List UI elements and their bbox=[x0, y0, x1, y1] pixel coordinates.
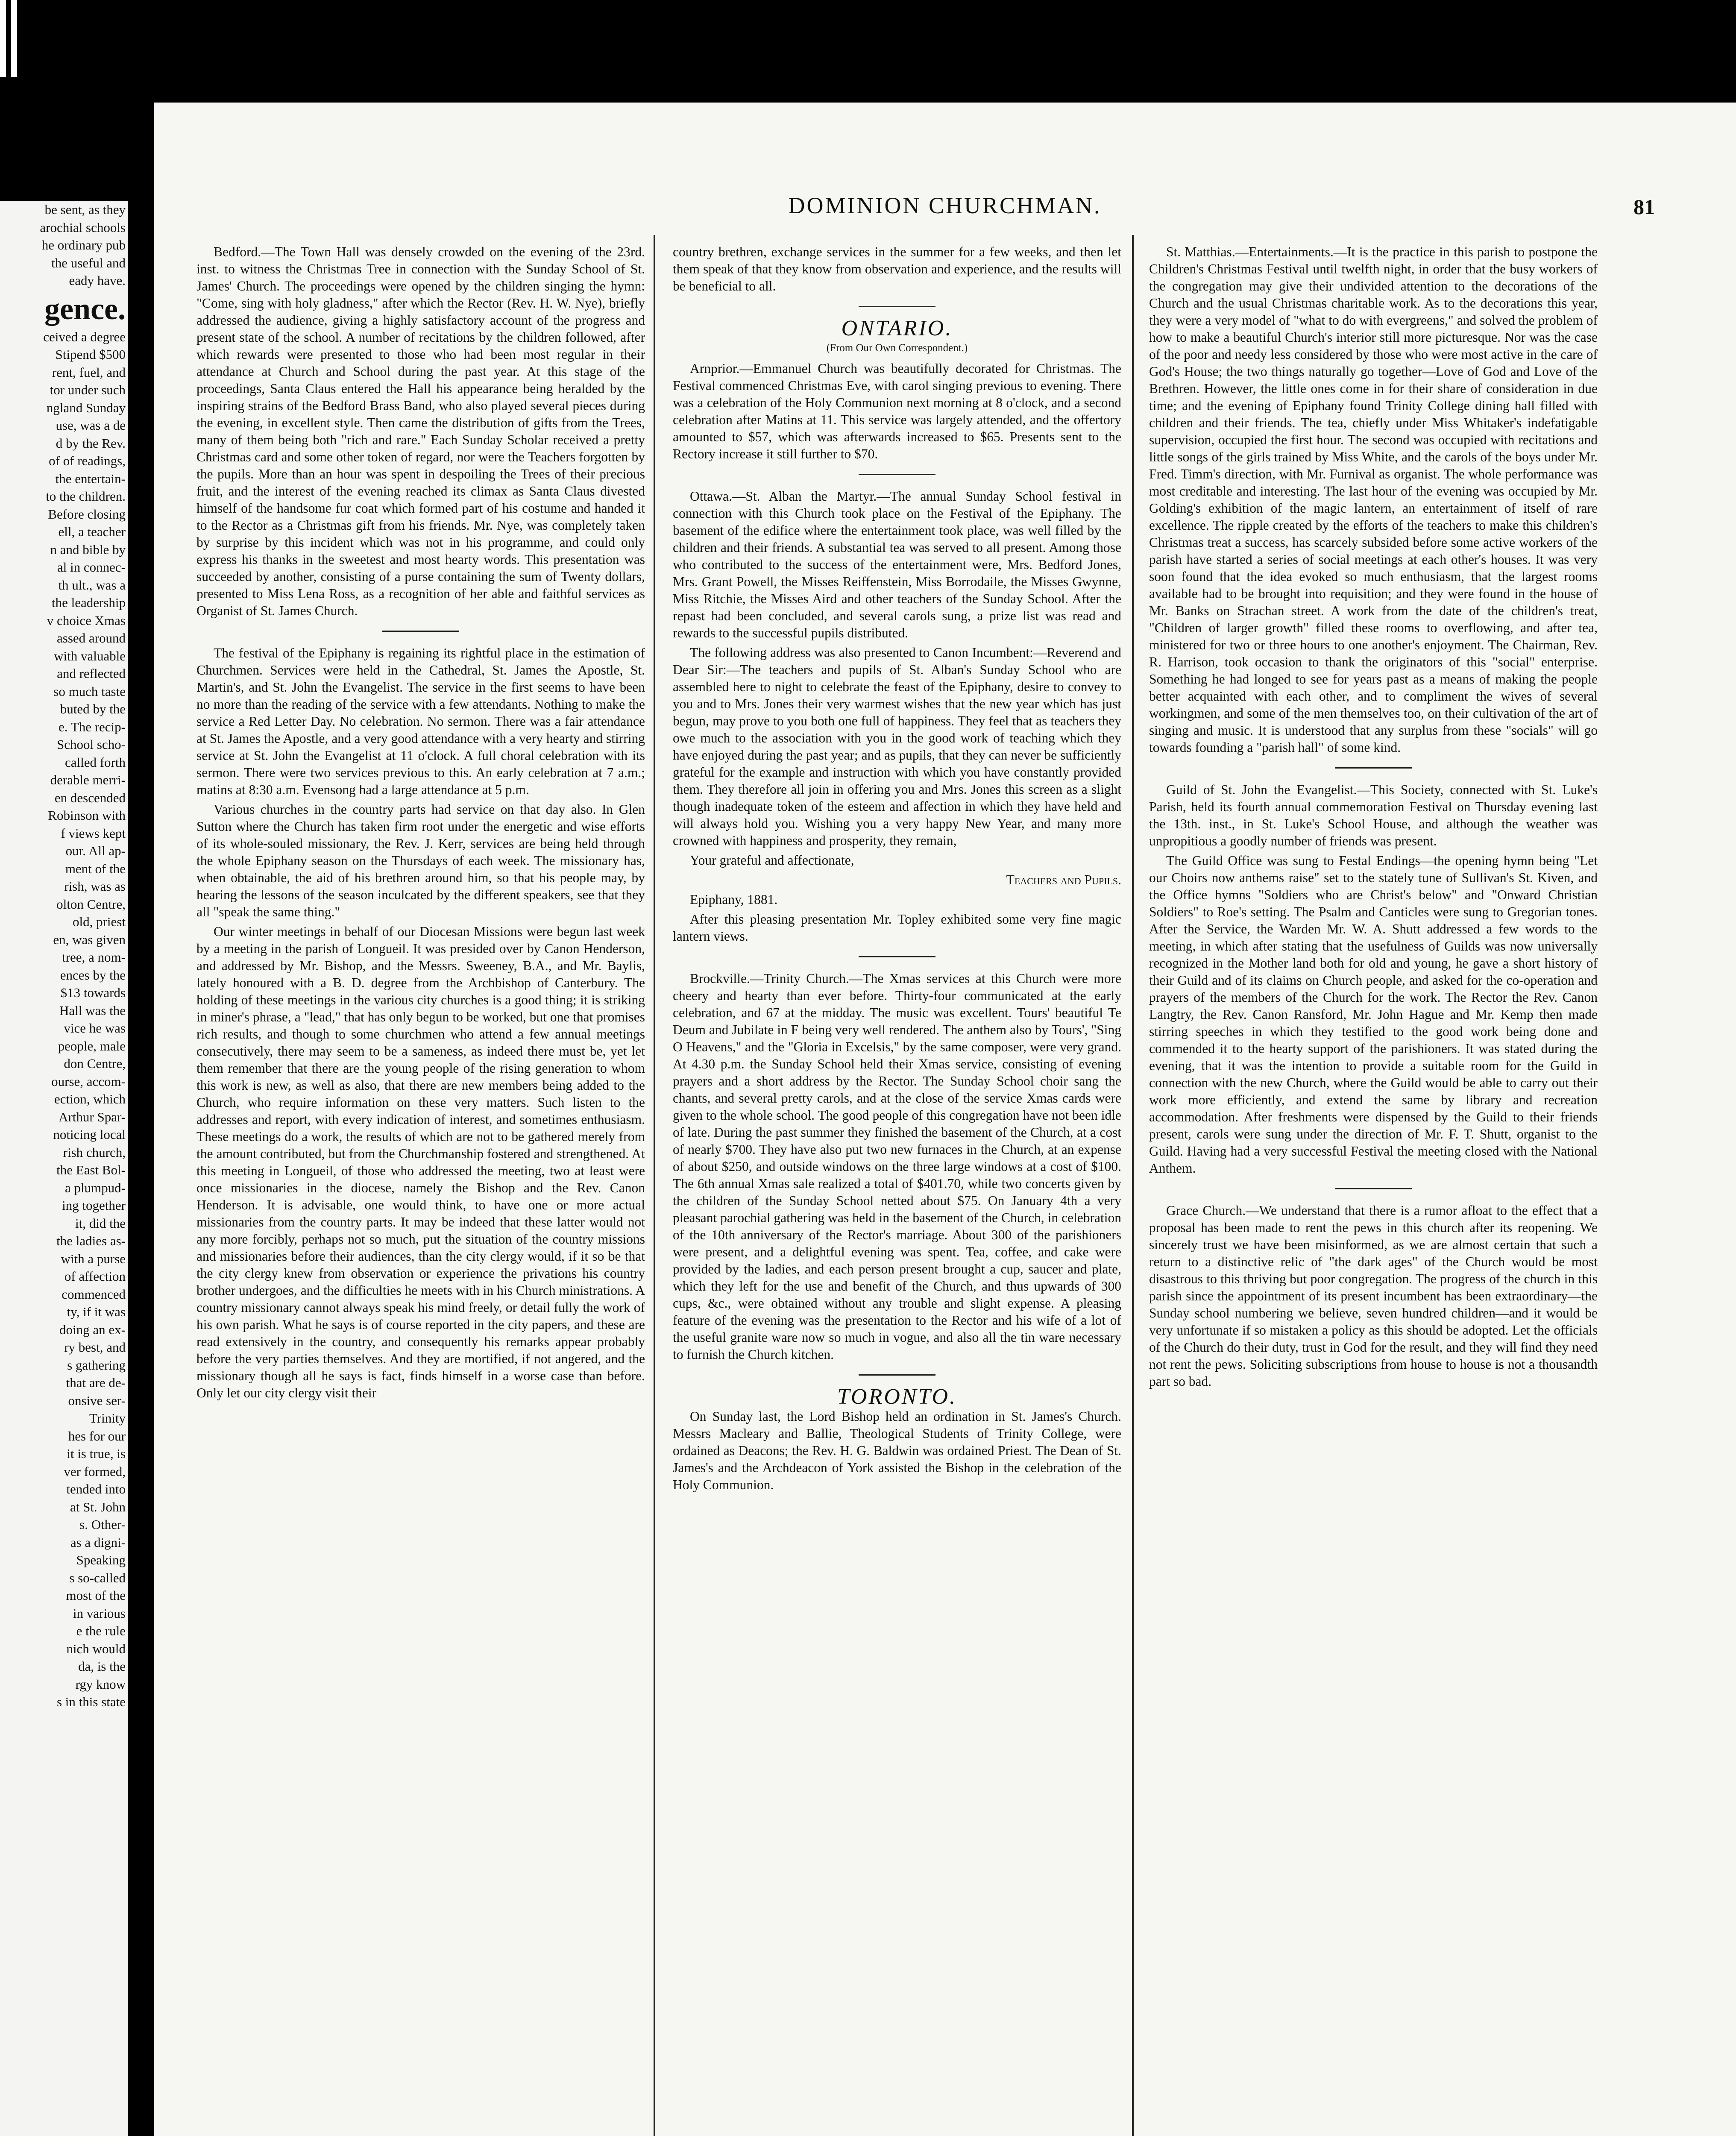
left-fragment-line: gence. bbox=[44, 291, 126, 326]
article-bedford: Bedford.—The Town Hall was densely crowded on the evening of the 23rd. inst. to witness the Christmas Tree in connection with the Sunday School of St. James' Church. The proceedings were opened by the children singing the hymn: "Come, sing with holy gladness," after which the Rector (Rev. H. W. Nye), briefly addressed the audience, giving a highly satisfactory account of the progress and present state of the school. A number of recitations by the children followed, after which rewards were presented to those who had been most regular in their attendance at Church and School during the past year. At this stage of the proceedings, Santa Claus entered the Hall his appearance being heralded by the inspiring strains of the Bedford Brass Band, who also played several pieces during the evening, in excellent style. Then came the distribution of gifts from the Trees, many of them being both "rich and rare." Each Sunday Scholar received a pretty Christmas card and some other token of regard, nor were the Teachers forgotten by the pupils. More than an hour was spent in despoiling the Trees of their precious fruit, and the interest of the evening reached its climax as Santa Claus divested himself of the handsome fur coat which formed part of his costume and handed it to the Rector as a Christmas gift from his friends. Mr. Nye, was completely taken by surprise by this incident which was not in his programme, and could only express his thanks in the sweetest and most hearty words. This presentation was succeeded by another, consisting of a purse containing the sum of Twenty dollars, presented to Miss Lena Ross, as a recognition of her able and faithful services as Organist of St. James Church. bbox=[196, 244, 645, 618]
left-fragment-line: people, male bbox=[58, 1038, 126, 1053]
left-fragment-line: with valuable bbox=[54, 648, 126, 663]
masthead-title: DOMINION CHURCHMAN. bbox=[788, 193, 1102, 218]
left-fragment-line: it, did the bbox=[75, 1215, 126, 1231]
article-grace-church: Grace Church.—We understand that there is a rumor afloat to the effect that a proposal has been made to rent the pews in this church after its reopening. We sincerely trust we have been misinformed, as we are almost certain that such a return to a distinctive relic of "the dark ages" of the Church would be most disastrous to this thriving but poor congregation. The progress of the church in this parish since the appointment of its present incumbent has been extraordinary—the Sunday school numbering we believe, seven hundred children—and it would be very unfortunate if so mistaken a policy as this should be adopted. Let the officials of the Church do their duty, trust in God for the result, and they will find they need not rent the pews. Soliciting subscriptions from house to house is not a thousandth part so bad. bbox=[1149, 1203, 1598, 1389]
column-3 bbox=[1149, 244, 1598, 1393]
left-fragment-line: ing together bbox=[62, 1198, 126, 1213]
article-epiphany: The festival of the Epiphany is regaining its rightful place in the estimation of Churchmen. Services were held in the Cathedral, St. James the Apostle, St. Martin's, and St. John the Evangelist. The service in the first seems to have been no more than the reading of the service with a few attendants. Nothing to make the service a Red Letter Day. No celebration. No sermon. There was a fair attendance at St. James the Apostle, and a very good attendance with a very hearty and stirring service at St. John the Evangelist at 11 o'clock. A full choral celebration with its sermon. There were two services previous to this. An early celebration at 7 a.m.; matins at 8:30 a.m. Evensong had a large attendance at 5 p.m. bbox=[196, 645, 645, 797]
article-ottawa: Ottawa.—St. Alban the Martyr.—The annual Sunday School festival in connection with this Church took place on the Festival of the Epiphany. The basement of the edifice where the entertainment took place, was well filled by the children and their friends. A substantial tea was served to all present. Among those who contributed to the success of the entertainment were, Mrs. Bedford Jones, Mrs. Grant Powell, the Misses Reiffenstein, Miss Borrodaile, the Misses Gwynne, Miss Ritchie, the Misses Aird and other teachers of the Sunday School. After the repast had been concluded, and several carols sung, a prize list was read and rewards to the successful pupils distributed. bbox=[673, 489, 1121, 640]
left-fragment-line: as a digni- bbox=[70, 1535, 126, 1550]
left-fragment-line: e the rule bbox=[76, 1623, 126, 1638]
left-fragment-line: rgy know bbox=[75, 1676, 126, 1692]
left-fragment-line: e. The recip- bbox=[59, 719, 126, 734]
newspaper-page bbox=[154, 103, 1736, 2136]
column-2 bbox=[673, 244, 1121, 1496]
left-fragment-line: in various bbox=[73, 1605, 126, 1621]
left-fragment-line: ceived a degree bbox=[43, 329, 126, 344]
left-fragment-line: doing an ex- bbox=[59, 1322, 126, 1337]
left-fragment-line: that are de- bbox=[66, 1375, 126, 1390]
left-fragment-line: arochial schools bbox=[40, 220, 126, 235]
left-fragment-line: the East Bol- bbox=[56, 1162, 126, 1177]
left-fragment-line: School scho- bbox=[56, 737, 126, 752]
left-fragment-line: vice he was bbox=[64, 1021, 126, 1036]
section-rule bbox=[859, 474, 935, 475]
left-fragment-line: with a purse bbox=[61, 1251, 126, 1266]
left-fragment-line: d by the Rev. bbox=[56, 435, 126, 451]
previous-page-fragment bbox=[0, 201, 128, 2136]
left-fragment-line: the leadership bbox=[51, 595, 126, 610]
left-fragment-line: ment of the bbox=[65, 861, 126, 876]
left-fragment-line: Stipend $500 bbox=[55, 347, 126, 362]
article-guild-festival: The Guild Office was sung to Festal Endings—the opening hymn being "Let our Choirs now anthems raise" set to the stately tune of Sullivan's St. Kiven, and the Office hymns "Soldiers who are Christ's below" and "Onward Christian Soldiers" to Roe's setting. The Psalm and Canticles were sung to Gregorian tones. After the Service, the Warden Mr. W. A. Shutt addressed a few words to the meeting, in which after stating that the usefulness of Guilds was now universally recognized in the Mother land both for old and young, he gave a short history of their Guild and of its claims on Church people, and asked for the co-operation and prayers of the members of the Church for the work. The Rector the Rev. Canon Langtry, the Rev. Canon Ransford, Mr. John Hague and Mr. Kemp then made stirring speeches in which they testified to the good work being done and commended it to the hearty support of the parishioners. It was stated during the evening, that it was the intention to provide a suitable room for the Guild in connection with the new Church, where the Guild would be able to carry out their work more efficiently, and extend the same by library and recreation accommodation. After freshments were dispensed by the Guild to their friends present, carols were sung under the direction of Mr. F. T. Shutt, organist to the Guild. Having had a very successful Festival the meeting closed with the National Anthem. bbox=[1149, 853, 1598, 1176]
section-rule bbox=[1335, 767, 1412, 769]
left-fragment-line: use, was a de bbox=[56, 418, 126, 433]
address-closing: Your grateful and affectionate, bbox=[690, 853, 854, 868]
left-fragment-line: en, was given bbox=[53, 932, 126, 947]
left-fragment-lines bbox=[0, 201, 128, 1711]
left-fragment-line: of of readings, bbox=[49, 453, 126, 468]
left-fragment-line: $13 towards bbox=[60, 985, 126, 1000]
left-fragment-line: onsive ser- bbox=[68, 1393, 126, 1408]
left-fragment-line: buted by the bbox=[60, 701, 126, 716]
left-fragment-line: called forth bbox=[65, 754, 126, 770]
left-fragment-line: eady have. bbox=[69, 273, 126, 288]
left-fragment-line: Trinity bbox=[89, 1411, 126, 1426]
left-fragment-line: ty, if it was bbox=[67, 1304, 126, 1319]
left-fragment-line: Robinson with bbox=[48, 808, 126, 823]
left-fragment-line: tree, a nom- bbox=[62, 950, 126, 965]
left-fragment-line: s so-called bbox=[69, 1570, 126, 1585]
left-fragment-line: s in this state bbox=[56, 1694, 126, 1709]
left-fragment-line: s gathering bbox=[67, 1357, 126, 1373]
left-fragment-line: the ladies as- bbox=[56, 1233, 126, 1248]
left-fragment-line: Arthur Spar- bbox=[59, 1109, 126, 1124]
left-fragment-line: n and bible by bbox=[50, 542, 126, 557]
left-fragment-line: ngland Sunday bbox=[46, 400, 126, 415]
left-fragment-line: commenced bbox=[62, 1286, 126, 1302]
left-fragment-line: at St. John bbox=[70, 1499, 126, 1514]
left-fragment-line: most of the bbox=[66, 1588, 126, 1603]
section-rule bbox=[859, 956, 935, 957]
left-fragment-line: a plumpud- bbox=[65, 1180, 126, 1195]
left-fragment-line: ell, a teacher bbox=[58, 524, 126, 539]
left-fragment-line: the useful and bbox=[51, 255, 126, 270]
left-fragment-line: ences by the bbox=[60, 967, 126, 983]
left-fragment-line: ection, which bbox=[54, 1091, 126, 1106]
left-fragment-line: Speaking bbox=[76, 1552, 126, 1567]
left-fragment-line: tended into bbox=[66, 1482, 126, 1496]
film-edge-mark bbox=[0, 0, 6, 77]
left-fragment-line: hes for our bbox=[68, 1428, 126, 1444]
left-fragment-line: Hall was the bbox=[59, 1003, 126, 1018]
section-rule bbox=[859, 1374, 935, 1376]
left-fragment-line: he ordinary pub bbox=[41, 238, 126, 252]
left-fragment-line: nich would bbox=[66, 1641, 126, 1656]
left-fragment-line: and reflected bbox=[57, 666, 126, 681]
article-after: After this pleasing presentation Mr. Topley exhibited some very fine magic lantern views. bbox=[673, 912, 1121, 944]
left-fragment-line: assed around bbox=[57, 631, 126, 645]
left-fragment-line: the entertain- bbox=[55, 471, 126, 486]
continued-text: country brethren, exchange services in the summer for a few weeks, and then let them speak of that they know from observation and experience, and the results will be beneficial to all. bbox=[673, 244, 1121, 293]
article-brockville: Brockville.—Trinity Church.—The Xmas services at this Church were more cheery and hearty than ever before. Thirty-four communicated at the early celebration, and 67 at the midday. The music was excellent. Tours' beautiful Te Deum and Jubilate in F being very well rendered. The anthem also by Tours', "Sing O Heavens," and the "Gloria in Excelsis," by the same composer, were very grand. At 4.30 p.m. the Sunday School held their Xmas service, consisting of evening prayers and a short address by the Rector. The Sunday School choir sang the chants, and several pretty carols, and at the close of the service Xmas cards were given to the whole school. The good people of this congregation have not been idle of late. During the past summer they finished the basement of the Church, at a cost of nearly $700. They have also put two new furnaces in the Church, at an expense of about $250, and outside windows on the three large windows at a cost of $100. The 6th annual Xmas sale realized a total of $401.70, while two concerts given by the children of the Sunday School netted about $75. On January 4th a very pleasant parochial gathering was held in the basement of the Church, in celebration of the 10th anniversary of the Rector's marriage. About 300 of the parishioners were present, and a delightful evening was spent. Tea, coffee, and cake were provided by the ladies, and each person present brought a cup, saucer and plate, which they left for the use and benefit of the Church, and thus upwards of 300 cups, &c., were obtained without any trouble and slight expense. A pleasing feature of the evening was the presentation to the Rector and his wife of a lot of the useful granite ware now so much in vogue, and also all the tin ware necessary to furnish the Church kitchen. bbox=[673, 971, 1121, 1362]
left-fragment-line: noticing local bbox=[53, 1127, 126, 1142]
left-fragment-line: so much taste bbox=[53, 684, 126, 699]
left-fragment-line: it is true, is bbox=[67, 1446, 126, 1461]
column-1 bbox=[196, 244, 645, 1404]
ontario-heading: ONTARIO. bbox=[841, 316, 953, 340]
left-fragment-line: old, priest bbox=[73, 914, 126, 929]
left-fragment-line: s. Other- bbox=[79, 1517, 126, 1532]
address-date: Epiphany, 1881. bbox=[690, 892, 778, 907]
section-rule bbox=[859, 306, 935, 307]
left-fragment-line: v choice Xmas bbox=[47, 613, 126, 628]
left-fragment-line: ourse, accom- bbox=[51, 1074, 126, 1089]
left-fragment-line: rent, fuel, and bbox=[52, 364, 126, 380]
toronto-heading: TORONTO. bbox=[837, 1385, 957, 1409]
left-fragment-line: f views kept bbox=[61, 825, 126, 841]
left-fragment-line: don Centre, bbox=[64, 1056, 126, 1071]
article-country-churches: Various churches in the country parts had service on that day also. In Glen Sutton where the Church has taken firm root under the energetic and wise efforts of its whole-souled missionary, the Rev. J. Kerr, services are being held through the whole Epiphany season on the Thursdays of each week. The missionary has, when obtainable, the aid of his brethren around him, so that his people may, by hearing the lessons of the season inculcated by the different speakers, see that they all "speak the same thing." bbox=[196, 802, 645, 919]
left-fragment-line: da, is the bbox=[78, 1659, 126, 1674]
left-fragment-line: rish church, bbox=[63, 1144, 126, 1160]
left-fragment-line: to the children. bbox=[46, 489, 126, 504]
column-divider bbox=[1132, 235, 1134, 2136]
article-address: The following address was also presented to Canon Incumbent:—Reverend and Dear Sir:—The teachers and pupils of St. Alban's Sunday School who are assembled here to night to celebrate the feast of the Epiphany, desire to convey to you and to Mrs. Jones their very warmest wishes that the new year which has just begun, may prove to you both one full of happiness. They feel that as teachers they owe much to the association with you in the good work of teaching which they have enjoyed during the past year; and as pupils, that they can never be sufficiently grateful for the example and instruction with which you have constantly provided them. They therefore all join in offering you and Mrs. Jones this screen as a slight though inadequate token of the esteem and affection in which they have held and will always hold you. Wishing you a very happy New Year, and many more crowned with happiness and prosperity, they remain, bbox=[673, 645, 1121, 848]
left-fragment-line: al in connec- bbox=[57, 560, 126, 575]
article-arnprior: Arnprior.—Emmanuel Church was beautifully decorated for Christmas. The Festival commenced Christmas Eve, with carol singing previous to evening. There was a celebration of the Holy Communion next morning at 8 o'clock, and a second celebration after Matins at 11. This service was largely attended, and the offertory amounted to $57, which was afterwards increased to $65. Presents sent to the Rectory increase it still further to $70. bbox=[673, 361, 1121, 461]
film-edge-mark bbox=[11, 0, 17, 77]
left-fragment-line: rish, was as bbox=[64, 879, 126, 894]
left-fragment-line: tor under such bbox=[50, 382, 126, 397]
section-rule bbox=[1335, 1188, 1412, 1189]
address-signature: Teachers and Pupils. bbox=[1006, 872, 1121, 887]
article-st-matthias: St. Matthias.—Entertainments.—It is the practice in this parish to postpone the Children's Christmas Festival until twelfth night, in order that the busy workers of the congregation may give their undivided attention to the decorations of the Church and the usual Christmas charitable work. As to the decorations this year, they were a very model of "what to do with evergreens," and solved the problem of how to make a beautiful Church's interior still more picturesque. Nor was the case of the poor and needy less considered by those who were most active in the care of God's House; the two things naturally go together—Love of God and Love of the Brethren. However, the little ones come in for their share of consideration in due time; and the evening of Epiphany found Trinity College dining hall filled with children and their friends. The tea, chiefly under Miss Whitaker's indefatigable supervision, occupied the first hour. The second was occupied with recitations and little songs of the girls trained by Miss White, and the carols of the boys under Mr. Fred. Timm's direction, with Mr. Furnival as organist. The whole performance was most creditable and interesting. The last hour of the evening was occupied by Mr. Golding's exhibition of the magic lantern, an entertainment of itself of rare excellence. The ripple created by the efforts of the teachers to make this children's Christmas treat a success, has scarcely subsided before some active workers of the parish have started a series of social meetings at each other's houses. It was very soon found that the idea evoked so much enthusiasm, that the largest rooms available had to be brought into requisition; and they were found in the house of Mr. Banks on Strachan street. A work from the date of the children's treat, "Children of larger growth" filled these rooms to overflowing, and after tea, ministered for two or three hours to one another's enjoyment. The Chairman, Rev. R. Harrison, took occasion to thank the originators of this "social" enterprise. Something he had longed to see for years past as a means of making the people better acquainted with each other, and to compliment the wives of several workingmen, and some of the men themselves too, on their cultivation of the art of singing and music. It is understood that any surplus from these "socials" will go towards founding a "parish hall" of some kind. bbox=[1149, 244, 1598, 755]
column-divider bbox=[654, 235, 655, 2136]
correspondent-note: (From Our Own Correspondent.) bbox=[826, 342, 968, 354]
article-guild: Guild of St. John the Evangelist.—This Society, connected with St. Luke's Parish, held its fourth annual commemoration Festival on Thursday evening last the 13th. inst., in St. Luke's School House, and although the weather was unpropitious a goodly number of friends was present. bbox=[1149, 782, 1598, 848]
left-fragment-line: be sent, as they bbox=[44, 202, 126, 217]
left-fragment-line: en descended bbox=[54, 790, 126, 805]
page-header bbox=[154, 103, 1736, 231]
left-fragment-line: derable merri- bbox=[50, 772, 126, 787]
left-fragment-line: ver formed, bbox=[64, 1464, 126, 1479]
left-fragment-line: olton Centre, bbox=[56, 896, 126, 912]
left-fragment-line: ry best, and bbox=[64, 1340, 126, 1355]
left-fragment-line: of affection bbox=[64, 1269, 126, 1284]
left-fragment-line: Before closing bbox=[48, 506, 126, 522]
article-toronto: On Sunday last, the Lord Bishop held an ordination in St. James's Church. Messrs Macleary and Ballie, Theological Students of Trinity College, were ordained as Deacons; the Rev. H. G. Baldwin was ordained Priest. The Dean of St. James's and the Archdeacon of York assisted the Bishop in the celebration of the Holy Communion. bbox=[673, 1409, 1121, 1492]
left-fragment-line: th ult., was a bbox=[58, 577, 126, 593]
article-diocesan-missions: Our winter meetings in behalf of our Diocesan Missions were begun last week by a meeting in the parish of Longueil. It was presided over by Canon Henderson, and addressed by Mr. Bishop, and the Messrs. Sweeney, B.A., and Mr. Baylis, lately honoured with a B. D. degree from the Archbishop of Canterbury. The holding of these meetings in the various city churches is a good thing; it is striking in miner's phrase, a "lead," that has only begun to be worked, but one that promises rich results, and though to some churchmen who attend a few annual meetings consecutively, there may seem to be a sameness, as indeed there must be, yet let them remember that there are the young people of the rising generation to whom this work is new, as well as also, that there are new members being added to the Church, who require information on these very matters. Such listen to the addresses and report, with every indication of interest, and sometimes enthusiasm. These meetings do a work, the results of which are not to be gathered merely from the amount contributed, but from the Churchmanship fostered and strengthened. At this meeting in Longueil, of those who addressed the meeting, two at least were once missionaries in the diocese, namely the Bishop and the Rev. Canon Henderson. It is advisable, one would think, to have one or more actual missionaries from the country parts. It may be indeed that these latter would not any more forcibly, perhaps not so much, put the situation of the country missions and missionaries before their audiences, than the city clergy would, if it so be that the city clergy knew from observation or experience the privations his country brother undergoes, and the difficulties he meets with in his Church ministrations. A country missionary cannot always speak his mind freely, or detail fully the work of his own parish. What he says is of course reported in the city papers, and these are read extensively in the country, and consequently his remarks appear probably before the very parties themselves. And they are mortified, if not angered, and the missionary though all he says is fact, finds himself in a worse case than before. Only let our city clergy visit their bbox=[196, 924, 645, 1400]
left-fragment-line: our. All ap- bbox=[65, 843, 126, 858]
section-rule bbox=[382, 631, 459, 632]
page-number: 81 bbox=[1633, 195, 1655, 219]
